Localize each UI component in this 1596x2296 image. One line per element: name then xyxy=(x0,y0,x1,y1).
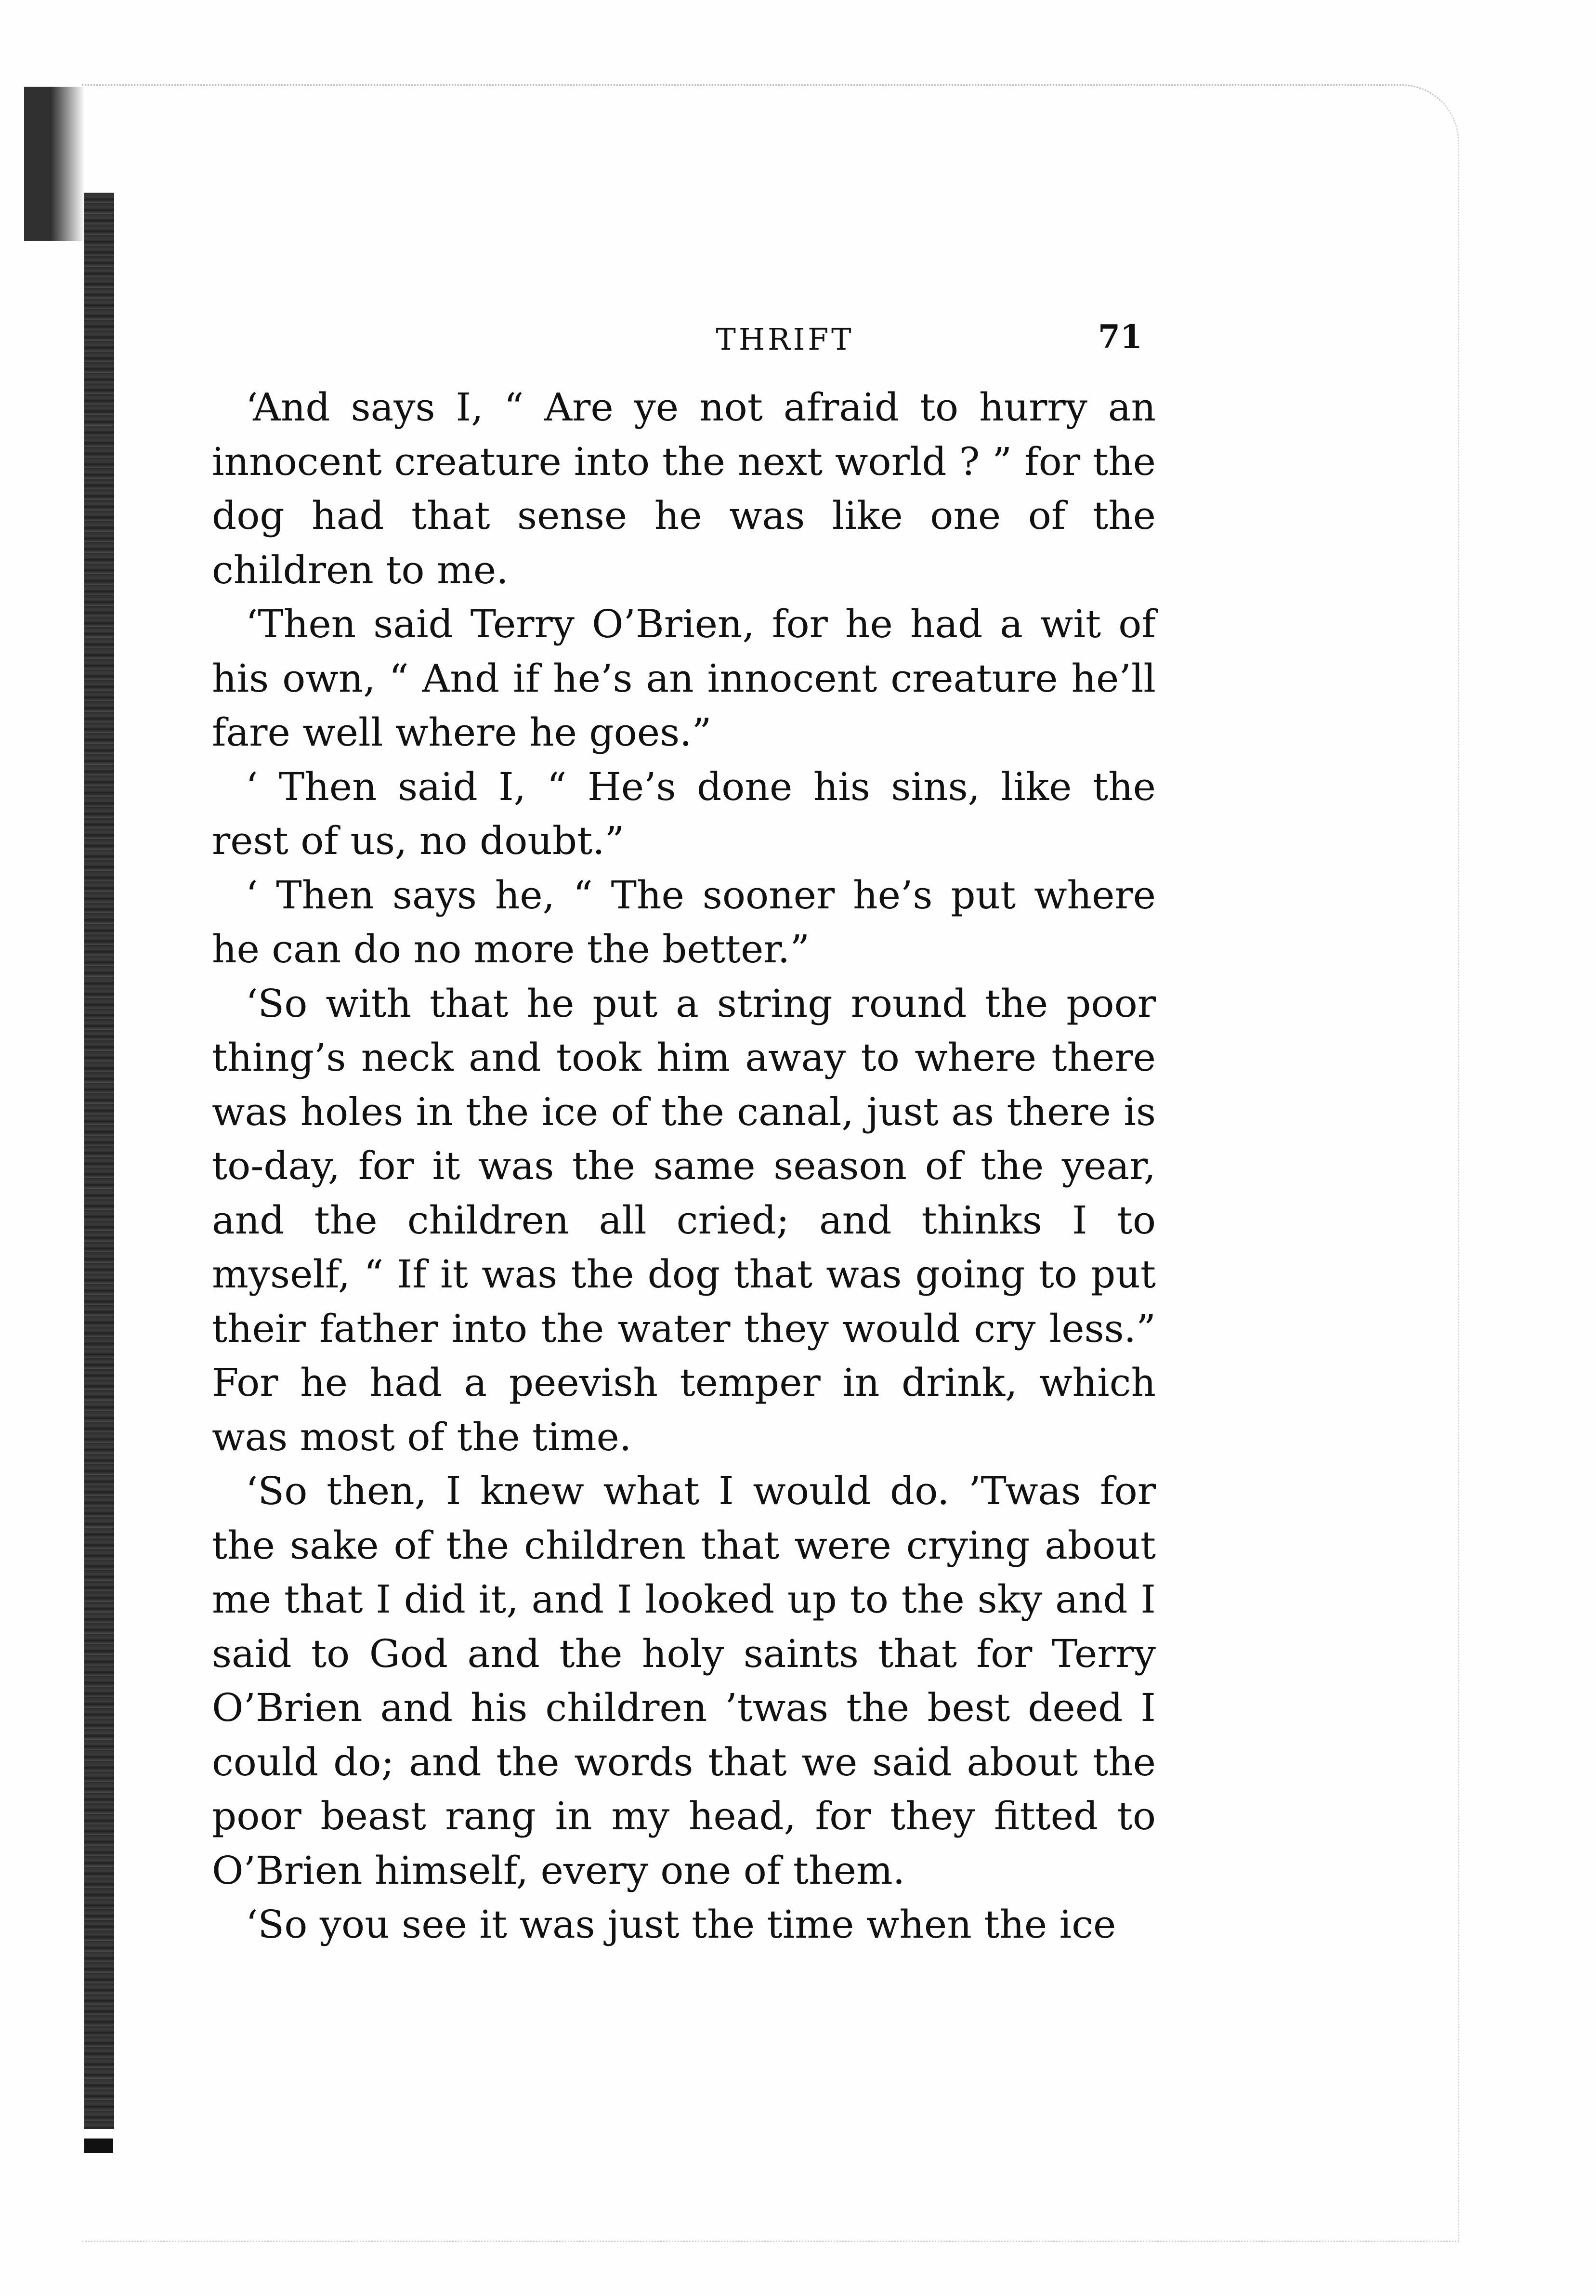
running-head xyxy=(212,313,1151,361)
paragraph: ‘ Then says he, “ The sooner he’s put where he can do no more the better.” xyxy=(212,872,1156,971)
paragraph: ‘So then, I knew what I would do. ’Twas for the sake of the children that were crying about me that I did it, and I looked up to the sky and I said to God and the holy saints that for Terry O’Brien and his children ’twas the best deed I could do; and the words that we said about the poor beast rang in my head, for they fitted to O’Brien himself, every one of them. xyxy=(212,1469,1156,1893)
paragraph: ‘So you see it was just the time when the ice xyxy=(246,1902,1116,1947)
paragraph: ‘So with that he put a string round the poor thing’s neck and took him away to where there was holes in the ice of the canal, just as there is to-day, for it was the same season of the year, and the children all cried; and thinks I to myself, “ If it was the dog that was going to put their father into the water they would cry less.” For he had a peevish temper in drink, which was most of the time. xyxy=(212,981,1156,1459)
page-number: 71 xyxy=(1098,318,1142,355)
running-title: THRIFT xyxy=(716,322,854,357)
paragraph: ‘ Then said I, “ He’s done his sins, like the rest of us, no doubt.” xyxy=(212,764,1156,863)
paragraph: ‘And says I, “ Are ye not afraid to hurry an innocent creature into the next world ? ” for the dog had that sense he was like one of the children to me. xyxy=(212,385,1156,592)
body-text xyxy=(212,380,1156,1952)
paragraph: ‘Then said Terry O’Brien, for he had a wit of his own, “ And if he’s an innocent creature he’ll fare well where he goes.” xyxy=(212,602,1156,755)
binding-shadow xyxy=(24,87,92,241)
